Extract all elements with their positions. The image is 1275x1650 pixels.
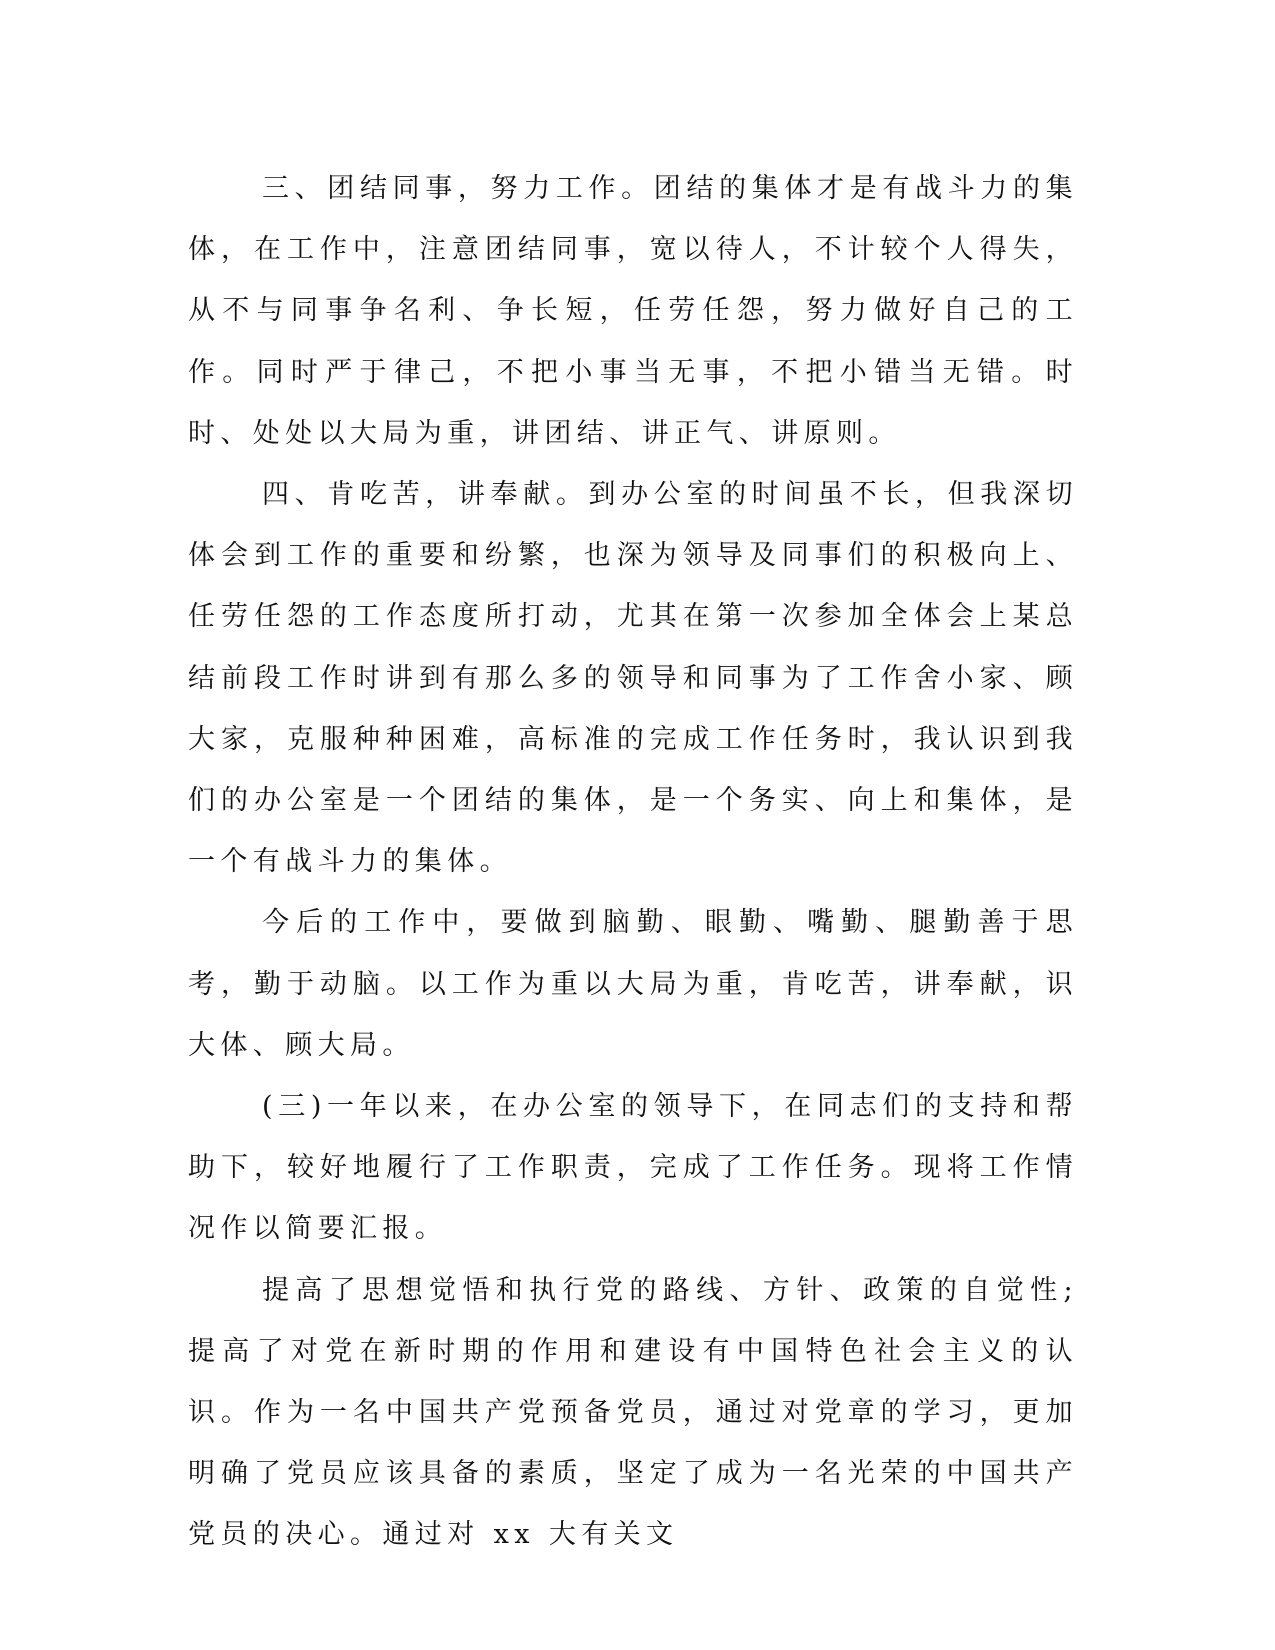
paragraph-annual-summary: (三)一年以来，在办公室的领导下，在同志们的支持和帮助下，较好地履行了工作职责，完成了工作任务。现将工作情况作以简要汇报。 [188,1091,1078,1245]
paragraph-unity: 三、团结同事，努力工作。团结的集体才是有战斗力的集体，在工作中，注意团结同事，宽以待人，不计较个人得失，从不与同事争名利、争长短，任劳任怨，努力做好自己的工作。同时严于律己，不把小事当无事，不把小错当无错。时时、处处以大局为重，讲团结、讲正气、讲原则。 [188,173,1078,449]
paragraph-political-awareness: 提高了思想觉悟和执行党的路线、方针、政策的自觉性;提高了对党在新时期的作用和建设有中国特色社会主义的认识。作为一名中国共产党预备党员，通过对党章的学习，更加明确了党员应该具备的素质，坚定了成为一名光荣的中国共产党员的决心。通过对 xx 大有关文 [188,1274,1078,1551]
document-body [188,158,1078,1566]
paragraph-hard-work: 四、肯吃苦，讲奉献。到办公室的时间虽不长，但我深切体会到工作的重要和纷繁，也深为领导及同事们的积极向上、任劳任怨的工作态度所打动，尤其在第一次参加全体会上某总结前段工作时讲到有那么多的领导和同事为了工作舍小家、顾大家，克服种种困难，高标准的完成工作任务时，我认识到我们的办公室是一个团结的集体，是一个务实、向上和集体，是一个有战斗力的集体。 [188,479,1078,878]
paragraph-future-work: 今后的工作中，要做到脑勤、眼勤、嘴勤、腿勤善于思考，勤于动脑。以工作为重以大局为重，肯吃苦，讲奉献，识大体、顾大局。 [188,907,1078,1061]
